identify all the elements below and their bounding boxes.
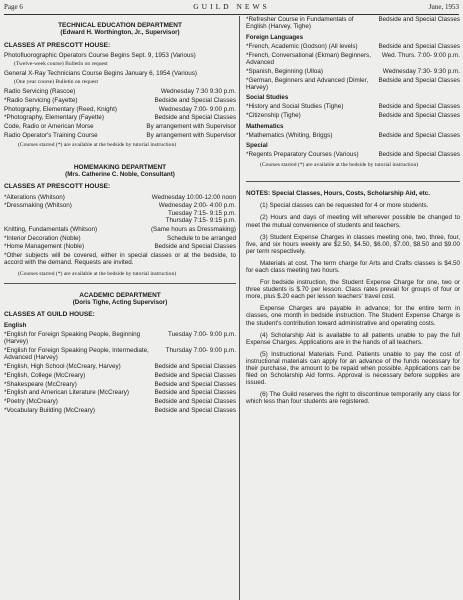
class-row [4,88,236,95]
starred-footnote: (Courses starred (*) are available at the bedside by tutorial instruction) [18,271,177,278]
class-row [4,52,236,59]
class-row [246,151,460,158]
foreign-languages-subheading: Foreign Languages [246,33,304,41]
note-paragraph: (1) Special classes can be requested for 4 or more students. [260,202,429,210]
class-schedule: Schedule to be arranged [167,234,236,242]
class-row [246,77,460,92]
class-row [4,331,236,346]
technical-section-heading: CLASSES AT PRESCOTT HOUSE: [4,41,111,49]
class-name: *Spanish, Beginning (Ulloa) [246,67,324,75]
starred-footnote: (Courses starred (*) are available at the bedside by tutorial instruction) [18,142,177,149]
class-schedule: Bedside and Special Classes [154,243,236,251]
class-name: *French, Conversational (Ekman) Beginners, Advanced [246,51,371,66]
issue-date: June, 1953 [428,3,459,11]
homemaking-section-heading: CLASSES AT PRESCOTT HOUSE: [4,183,111,191]
class-name: *History and Social Studies (Tighe) [246,103,344,111]
class-name: *Radio Servicing (Fayette) [4,96,78,104]
class-row [4,132,236,139]
class-row [4,123,236,130]
notes-title: NOTES: Special Classes, Hours, Costs, Scholarship Aid, etc. [246,190,431,198]
class-row [4,97,236,104]
section-rule [246,181,460,182]
note-paragraph: (4) Scholarship Aid is available to all patients unable to pay the full Expense Charges. Applications are in the hands of all teachers. [246,331,460,346]
class-name: *Alterations (Whitson) [4,193,65,201]
technical-dept-supervisor: (Edward H. Worthington, Jr., Supervisor) [60,29,180,37]
class-row [4,106,236,113]
class-name: *English for Foreign Speaking People, Intermediate, Advanced (Harvey) [4,346,149,362]
class-schedule: Bedside and Special Classes [154,380,236,388]
special-subheading: Special [246,142,268,150]
academic-section-heading: CLASSES AT GUILD HOUSE: [4,311,95,319]
class-name: *Citizenship (Tighe) [246,112,301,120]
class-note: (Twelve-week course) Bulletin on request [14,60,108,67]
class-name: *Interior Decoration (Noble) [4,234,81,242]
class-schedule: Wednesday 2:00- 4:00 p.m. Tuesday 7:15- 9:15 p.m. Thursday 7:15- 9:15 p.m. [158,202,236,224]
class-schedule: Wednesday 7:30- 9:30 p.m. [382,67,460,75]
class-row [4,398,236,405]
class-schedule: Bedside and Special Classes [154,96,236,104]
class-name: *Poetry (McCreary) [4,398,58,406]
class-name: *English and American Literature (McCreary) [4,389,129,397]
class-name: *French, Academic (Godson) (All levels) [246,42,358,50]
class-name: Radio Servicing (Rascoe) [4,88,76,96]
class-name: Knitting, Fundamentals (Whitson) [4,225,98,233]
class-row [246,16,460,31]
class-name: *Regents Preparatory Courses (Various) [246,151,359,159]
class-schedule: Bedside and Special Classes [154,406,236,414]
class-schedule: Wednesday 10:00-12:00 noon [151,193,236,201]
class-schedule: (Same hours as Dressmaking) [150,225,236,233]
left-column [4,16,236,416]
academic-dept-supervisor: (Doris Tighe, Acting Supervisor) [72,298,168,306]
class-name: *Mathematics (Whiting, Briggs) [246,131,333,139]
page-number: Page 6 [4,3,23,11]
class-name: *Home Management (Noble) [4,243,85,251]
starred-footnote: (Courses starred (*) are available at the bedside by tutorial instruction) [260,161,419,168]
class-row [4,194,236,201]
homemaking-dept-title: HOMEMAKING DEPARTMENT [73,163,167,171]
class-row [246,43,460,50]
class-row [4,243,236,250]
class-name: *English, High School (McCreary, Harvey) [4,362,121,370]
mathematics-subheading: Mathematics [246,122,284,130]
class-row [246,132,460,139]
note-paragraph: Expense Charges are payable in advance; for the entire term in classes, one month in bedside instruction. The Student Expense Charge is the student's contribution toward administrative and operating costs. [246,305,460,327]
class-schedule: Thursday 7:00- 9:00 p.m. [165,346,236,354]
class-schedule: Bedside and Special Classes [378,112,460,120]
class-schedule: Bedside and Special Classes [154,398,236,406]
class-schedule: Bedside and Special Classes [378,151,460,159]
class-schedule: Bedside and Special Classes [378,131,460,139]
note-paragraph: (6) The Guild reserves the right to discontinue temporarily any class for which less than four students are registered. [246,391,460,406]
class-row [246,103,460,110]
right-column [246,16,460,411]
class-name: General X-Ray Technicians Course Begins January 6, 1954 (Various) [4,69,197,77]
class-schedule: Bedside and Special Classes [154,371,236,379]
class-name: Radio Operator's Training Course [4,132,98,140]
class-name: *German, Beginners and Advanced (Dimler, Harvey) [246,76,369,91]
class-name: Code, Radio or American Morse [4,123,94,131]
page-header [4,2,459,15]
class-schedule: Bedside and Special Classes [154,114,236,122]
class-name: *Dressmaking (Whitson) [4,202,72,210]
class-name: *English for Foreign Speaking People, Beginning (Harvey) [4,330,141,346]
class-row [4,363,236,370]
column-divider [239,16,240,600]
class-schedule: Bedside and Special Classes [378,42,460,50]
class-row [246,52,460,67]
class-row [4,347,236,362]
class-name: Photofluorographic Operators Course Begins Sept. 9, 1953 (Various) [4,51,196,59]
other-subjects-note: *Other subjects will be covered, either in special classes or at the bedside, to accord with the demand. Requests are invited. [4,252,236,267]
class-name: *Refresher Course in Fundamentals of English (Harvey, Tighe) [246,16,354,31]
class-schedule: Wednesday 7:30 9:30 p.m. [160,88,236,96]
academic-dept-title: ACADEMIC DEPARTMENT [79,291,161,299]
class-schedule: By arrangement with Supervisor [146,123,236,131]
class-row [246,112,460,119]
class-schedule: By arrangement with Supervisor [146,132,236,140]
class-row [4,114,236,121]
class-schedule: Bedside and Special Classes [154,362,236,370]
class-row [4,70,236,77]
publication-title: GUILD NEWS [193,2,270,11]
class-row [4,372,236,379]
class-schedule: Bedside and Special Classes [154,389,236,397]
class-row [4,202,236,224]
class-name: *Photography, Elementary (Fayette) [4,114,104,122]
class-row [4,235,236,242]
class-row [4,389,236,396]
class-schedule: Bedside and Special Classes [378,76,460,84]
section-rule [4,283,236,284]
class-schedule: Tuesday 7:00- 9:00 p.m. [167,330,236,338]
class-name: Photography, Elementary (Reed, Knight) [4,105,117,113]
note-paragraph: For bedside instruction, the Student Expense Charge for one, two or three students is $.70 per lesson. Class rates prevail for groups of four or more, plus $.20 each per lesson teachers' travel cost. [246,279,460,301]
note-paragraph: (2) Hours and days of meeting will wherever possible be changed to meet the mutual convenience of students and teachers. [246,214,460,229]
social-studies-subheading: Social Studies [246,94,289,102]
class-name: *Vocabulary Building (McCreary) [4,406,95,414]
class-schedule: Wed. Thurs. 7:00- 9:00 p.m. [381,51,460,59]
class-row [4,381,236,388]
class-name: *English, College (McCreary) [4,371,86,379]
class-row [4,407,236,414]
class-schedule: Bedside and Special Classes [378,16,460,23]
class-schedule: Bedside and Special Classes [378,103,460,111]
class-name: *Shakespeare (McCreary) [4,380,77,388]
note-paragraph: (3) Student Expense Charges in classes meeting one, two, three, four, five, and six hours weekly are $2.50, $4.50, $6.00, $7.00, $8.50 and $9.00 per term respectively. [246,233,460,255]
note-paragraph: (5) Instructional Materials Fund. Patients unable to pay the cost of instructional materials can apply for an advance of the funds necessary for their purchase, the amount to be repaid when possible. Applications can be filed on Scholarship Aid forms. Approval is necessary before supplies are issued. [246,350,460,387]
class-row [246,68,460,75]
technical-dept-title: TECHNICAL EDUCATION DEPARTMENT [58,22,182,29]
class-note: (One year course) Bulletin on request [14,78,99,85]
homemaking-dept-consultant: (Mrs. Catherine C. Noble, Consultant) [65,170,175,178]
class-row [4,226,236,233]
english-subheading: English [4,321,27,329]
note-paragraph: Materials at cost. The term charge for Arts and Crafts classes is $4.50 for each class meeting two hours. [246,259,460,274]
class-schedule: Wednesday 7:00- 9:00 p.m. [158,105,236,113]
